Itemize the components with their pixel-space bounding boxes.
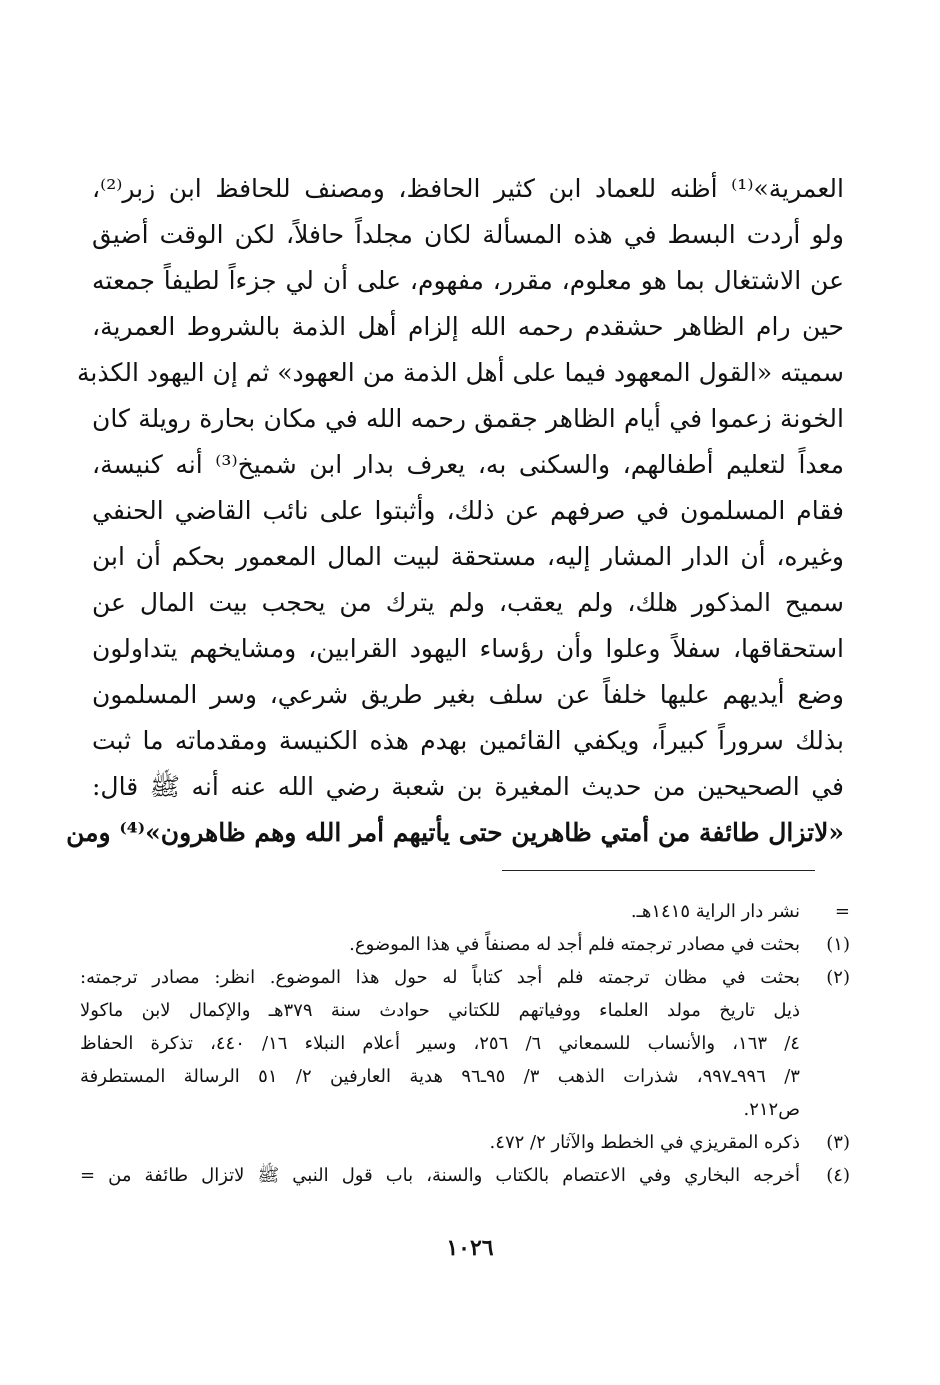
text-line: ولو أردت البسط في هذه المسألة لكان مجلداً حافلاً، لكن الوقت أضيق [92, 220, 844, 249]
footnotes [80, 895, 850, 1192]
text-line: سميح المذكور هلك، ولم يعقب، ولم يترك من يحجب بيت المال عن [92, 588, 844, 617]
text-line: الخونة زعموا في أيام الظاهر جقمق رحمه الله في مكان بحارة رويلة كان [92, 404, 844, 433]
text-line: بذلك سروراً كبيراً، ويكفي القائمين بهدم هذه الكنيسة ومقدماته ما ثبت [92, 726, 844, 755]
footnote-line: ٤/ ١٦٣، والأنساب للسمعاني ٦/ ٢٥٦، وسير أعلام النبلاء ١٦/ ٤٤٠، تذكرة الحفاظ [80, 1033, 800, 1054]
text-line: في الصحيحين من حديث المغيرة بن شعبة رضي الله عنه أنه ﷺ قال: [92, 772, 844, 801]
footnote-line: ذكره المقريزي في الخطط والآثار ٢/ ٤٧٢. [489, 1132, 800, 1153]
footnote-marker: (١) [826, 934, 850, 955]
footnote-line: بحثت في مظان ترجمته فلم أجد كتاباً له حول هذا الموضوع. انظر: مصادر ترجمته: [80, 967, 800, 988]
footnote-line: أخرجه البخاري وفي الاعتصام بالكتاب والسنة، باب قول النبي ﷺ لاتزال طائفة من = [80, 1165, 800, 1186]
text-line: وضع أيديهم عليها خلفاً عن سلف بغير طريق شرعي، وسر المسلمون [92, 680, 844, 709]
hadith-line: «لاتزال طائفة من أمتي ظاهرين حتى يأتيهم أمر الله وهم ظاهرون»⁽⁴⁾ ومن [66, 818, 844, 847]
footnote-marker: (٣) [826, 1132, 850, 1153]
text-line: حين رام الظاهر حشقدم رحمه الله إلزام أهل الذمة بالشروط العمرية، [92, 312, 844, 341]
footnote-line: ص٢١٢. [743, 1099, 800, 1120]
text-line: معداً لتعليم أطفالهم، والسكنى به، يعرف بدار ابن شميخ⁽³⁾ أنه كنيسة، [92, 450, 844, 479]
text-line: عن الاشتغال بما هو معلوم، مقرر، مفهوم، على أن لي جزءاً لطيفاً جمعته [92, 266, 844, 295]
text-line: وغيره، أن الدار المشار إليه، مستحقة لبيت المال المعمور بحكم أن ابن [92, 542, 844, 571]
footnote-line: نشر دار الراية ١٤١٥هـ. [630, 901, 800, 922]
footnote-marker: = [834, 901, 850, 922]
footnote-line: بحثت في مصادر ترجمته فلم أجد له مصنفاً في هذا الموضوع. [349, 934, 800, 955]
footnote-marker: (٤) [826, 1165, 850, 1186]
footnote-2 [80, 961, 850, 1126]
main-text [66, 166, 844, 856]
text-line: سميته «القول المعهود فيما على أهل الذمة من العهود» ثم إن اليهود الكذبة [77, 358, 844, 387]
text-line: استحقاقها، سفلاً وعلوا وأن رؤساء اليهود القرابين، ومشايخهم يتداولون [92, 634, 844, 663]
text-line: العمرية»⁽¹⁾ أظنه للعماد ابن كثير الحافظ، ومصنف للحافظ ابن زبر⁽²⁾، [92, 174, 844, 203]
footnote-4 [80, 1159, 850, 1192]
footnote-continuation [80, 895, 850, 928]
footnote-marker: (٢) [826, 967, 850, 988]
text-line: فقام المسلمون في صرفهم عن ذلك، وأثبتوا على نائب القاضي الحنفي [92, 496, 844, 525]
page-number: ١٠٢٦ [446, 1235, 494, 1261]
footnote-line: ذيل تاريخ مولد العلماء ووفياتهم للكتاني حوادث سنة ٣٧٩هـ والإكمال لابن ماكولا [80, 1000, 800, 1021]
footnote-1 [80, 928, 850, 961]
footnote-3 [80, 1126, 850, 1159]
footnote-separator [502, 870, 815, 871]
footnote-line: ٣/ ٩٩٦ـ٩٩٧، شذرات الذهب ٣/ ٩٥ـ٩٦ هدية العارفين ٢/ ٥١ الرسالة المستطرفة [80, 1066, 800, 1087]
